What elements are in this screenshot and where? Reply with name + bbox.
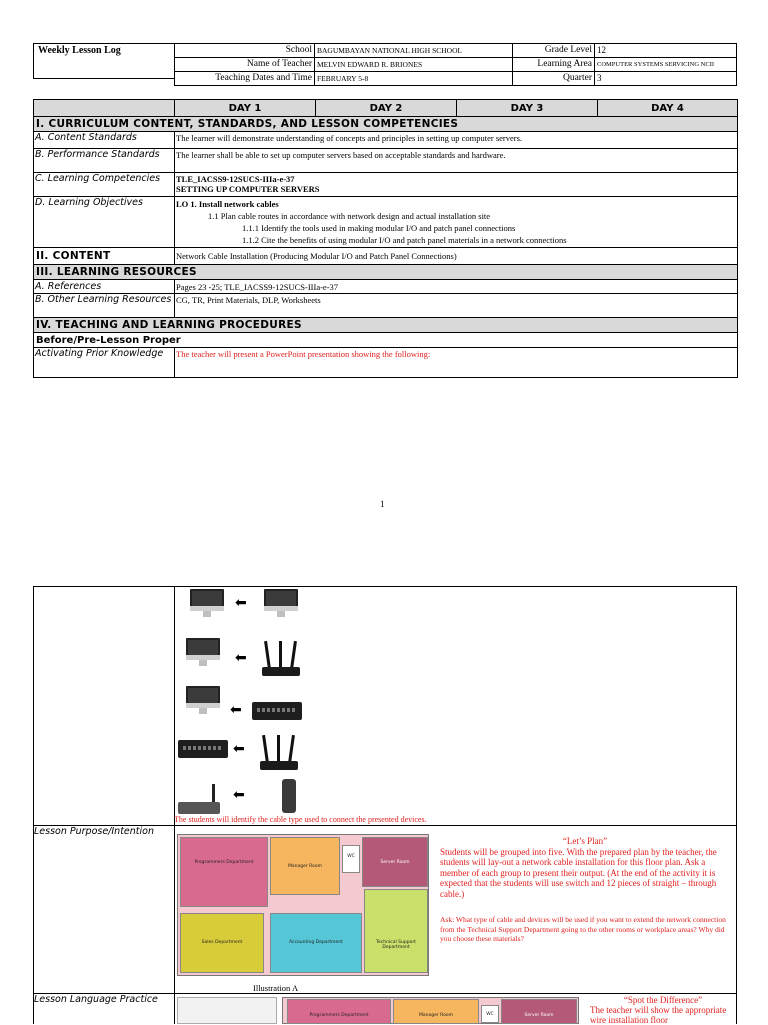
room-manager: Manager Room [270,837,340,895]
objective-1-1-1: 1.1.1 Identify the tools used in making modular I/O and patch panel connections [242,223,516,233]
grade-level-value: 12 [595,44,737,58]
content-label: II. CONTENT [34,248,175,265]
school-label: School [175,44,315,58]
computer-icon [264,589,298,617]
floor-plan-a [177,834,429,976]
objectives-value [175,197,738,248]
performance-standards-label: B. Performance Standards [34,149,175,173]
section-teaching-procedures: IV. TEACHING AND LEARNING PROCEDURES [34,318,738,333]
arrow-left-icon: ⬅ [235,650,247,666]
dates-value: FEBRUARY 5-8 [315,72,513,86]
illustration-caption: Illustration A [253,983,299,993]
spot-text: The teacher will show the appropriate wire installation floor [590,1005,727,1025]
quarter-value: 3 [595,72,737,86]
competency-title: SETTING UP COMPUTER SERVERS [176,184,320,194]
computer-icon [186,638,220,666]
switch-icon [178,740,228,758]
modem-icon [282,779,296,813]
competency-code: TLE_IACSS9-12SUCS-IIIa-e-37 [176,174,295,184]
references-value: Pages 23 -25; TLE_IACSS9-12SUCS-IIIa-e-37 [175,280,738,294]
room-technical-support: Technical Support Department [364,889,428,973]
room-sales: Sales Department [180,913,264,973]
school-value: BAGUMBAYAN NATIONAL HIGH SCHOOL [315,44,513,58]
page2-column-divider [174,586,175,1024]
ask-text: Ask: What type of cable and devices will be used if you want to extend the network connection from the Technical Support Department going to the other rooms or workplace areas? Why did you choose these materials? [440,915,726,943]
header-info-table [174,43,737,83]
lets-plan-title: “Let’s Plan” [562,836,608,846]
content-standards-label: A. Content Standards [34,132,175,149]
spot-block [590,995,736,1025]
arrow-left-icon: ⬅ [235,595,247,611]
lo-title: LO 1. Install network cables [176,199,279,209]
router-icon [262,640,300,676]
day-1-header: DAY 1 [175,100,316,117]
competencies-label: C. Learning Competencies [34,173,175,197]
room-server-b: Server Room [501,999,577,1024]
room-wc: WC [342,845,360,873]
room-programmers-b: Programmers Department [287,999,391,1024]
room-manager-b: Manager Room [393,999,479,1024]
dates-label: Teaching Dates and Time [175,72,315,86]
log-title: Weekly Lesson Log [33,43,175,79]
legend-panel [177,997,277,1024]
identify-text: The students will identify the cable type used to connect the presented devices. [174,815,427,824]
computer-icon [186,686,220,714]
day-4-header: DAY 4 [598,100,738,117]
other-resources-value: CG, TR, Print Materials, DLP, Worksheets [175,294,738,318]
language-practice-label: Lesson Language Practice [34,994,158,1005]
floor-plan-b [177,997,579,1024]
activating-label: Activating Prior Knowledge [34,348,175,378]
lesson-table [33,99,737,378]
content-value: Network Cable Installation (Producing Modular I/O and Patch Panel Connections) [175,248,738,265]
before-lesson-heading: Before/Pre-Lesson Proper [34,333,738,348]
spot-title: “Spot the Difference” [623,995,703,1005]
section-learning-resources: III. LEARNING RESOURCES [34,265,738,280]
day-2-header: DAY 2 [316,100,457,117]
arrow-left-icon: ⬅ [233,741,245,757]
competencies-value [175,173,738,197]
room-accounting: Accounting Department [270,913,362,973]
router-icon [260,734,298,770]
room-server: Server Room [362,837,428,887]
arrow-left-icon: ⬅ [233,787,245,803]
performance-standards-value: The learner shall be able to set up computer servers based on acceptable standards and hardware. [175,149,738,173]
content-standards-value: The learner will demonstrate understanding of concepts and principles in setting up computer servers. [175,132,738,149]
learning-area-value: COMPUTER SYSTEMS SERVICING NCII [595,58,737,72]
lets-plan-text: Students will be grouped into five. With the prepared plan by the teacher, the students will lay-out a network cable installation for this floor plan. Ask a member of each group to present their output. (At the end of the activity it is expected that the students will use switch and 12 pieces of straight – through cable.) [440,846,717,899]
switch-icon [252,702,302,720]
objective-1-1-2: 1.1.2 Cite the benefits of using modular I/O and patch panel materials in a network connections [242,235,567,245]
section-curriculum: I. CURRICULUM CONTENT, STANDARDS, AND LESSON COMPETENCIES [34,117,738,132]
purpose-label: Lesson Purpose/Intention [34,826,154,837]
access-point-icon [178,784,220,814]
objective-1-1: 1.1 Plan cable routes in accordance with network design and actual installation site [208,211,491,221]
room-wc-b: WC [481,1005,499,1023]
grade-level-label: Grade Level [513,44,595,58]
lets-plan-block [440,836,730,944]
references-label: A. References [34,280,175,294]
arrow-left-icon: ⬅ [230,702,242,718]
day-3-header: DAY 3 [457,100,598,117]
learning-area-label: Learning Area [513,58,595,72]
activating-value: The teacher will present a PowerPoint presentation showing the following: [175,348,738,378]
computer-icon [190,589,224,617]
page-number: 1 [380,499,385,509]
other-resources-label: B. Other Learning Resources [34,294,175,318]
device-pairs [180,586,310,822]
objectives-label: D. Learning Objectives [34,197,175,248]
teacher-label: Name of Teacher [175,58,315,72]
quarter-label: Quarter [513,72,595,86]
room-programmers: Programmers Department [180,837,268,907]
teacher-value: MELVIN EDWARD R. BRIONES [315,58,513,72]
